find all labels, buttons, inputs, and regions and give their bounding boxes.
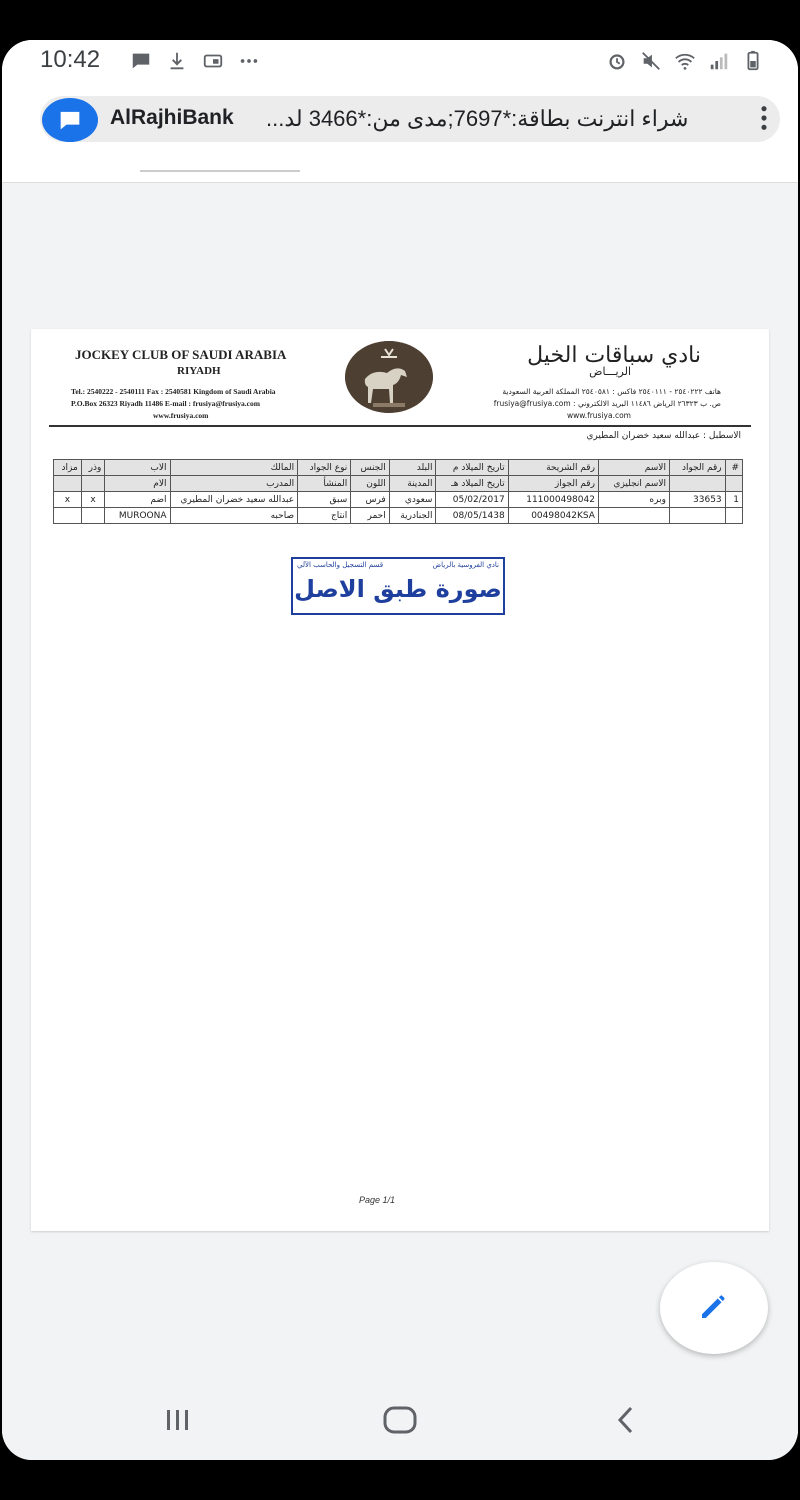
cast-icon: [202, 50, 224, 72]
table-cell: [669, 508, 725, 524]
table-header-cell: [725, 476, 742, 492]
table-header-cell: رقم الشريحة: [508, 460, 598, 476]
table-cell: 111000498042: [508, 492, 598, 508]
table-header-row: [54, 460, 743, 476]
table-cell: اضم: [105, 492, 170, 508]
table-cell: 00498042KSA: [508, 508, 598, 524]
table-cell: x: [54, 492, 82, 508]
table-cell: 33653: [669, 492, 725, 508]
back-icon[interactable]: [606, 1402, 646, 1438]
home-icon[interactable]: [380, 1402, 420, 1438]
club-contact-en-1: Tel.: 2540222 - 2540111 Fax : 2540581 Kingdom of Saudi Arabia: [71, 387, 276, 396]
club-city-en: RIYADH: [177, 365, 221, 377]
stamp-top-right: نادي الفروسية بالرياض: [432, 561, 499, 569]
recents-icon[interactable]: [158, 1402, 198, 1438]
notification-sender: AlRajhiBank: [110, 106, 234, 129]
phone-screen: [2, 40, 798, 1460]
table-cell: احمر: [351, 508, 389, 524]
table-cell: 05/02/2017: [436, 492, 508, 508]
page-number: Page 1/1: [359, 1195, 396, 1205]
horse-table: [53, 459, 743, 524]
table-cell: عبدالله سعيد خضران المطيري: [170, 492, 298, 508]
table-header-cell: المدرب: [170, 476, 298, 492]
table-header-cell: الاسم انجليزي: [598, 476, 669, 492]
club-name-en: JOCKEY CLUB OF SAUDI ARABIA: [75, 347, 287, 362]
table-cell: [81, 508, 104, 524]
table-cell: x: [81, 492, 104, 508]
table-header-cell: الام: [105, 476, 170, 492]
table-header-cell: المنشأ: [298, 476, 351, 492]
table-cell: سبق: [298, 492, 351, 508]
edit-fab-button[interactable]: [660, 1262, 768, 1354]
alarm-icon: [606, 50, 628, 72]
table-header-cell: الجنس: [351, 460, 389, 476]
table-header-cell: الاب: [105, 460, 170, 476]
mute-icon: [640, 50, 662, 72]
status-bar: [2, 40, 798, 82]
download-icon: [166, 50, 188, 72]
stable-label: الاسطبل : عبدالله سعيد خضران المطيري: [586, 431, 741, 441]
table-cell: سعودي: [389, 492, 436, 508]
stamp-top-left: قسم التسجيل والحاسب الآلي: [297, 561, 384, 569]
table-header-cell: المدينة: [389, 476, 436, 492]
table-cell: فرس: [351, 492, 389, 508]
navigation-bar: [2, 1380, 798, 1460]
table-header-cell: وذر: [81, 460, 104, 476]
club-city-ar: الريـــاض: [589, 365, 631, 378]
table-cell: [54, 508, 82, 524]
table-header-cell: [669, 476, 725, 492]
table-header-cell: اللون: [351, 476, 389, 492]
table-row: [54, 492, 743, 508]
table-header-cell: [81, 476, 104, 492]
table-cell: [598, 508, 669, 524]
table-header-cell: المالك: [170, 460, 298, 476]
status-time: 10:42: [40, 46, 101, 73]
club-web-ar: www.frusiya.com: [566, 411, 631, 420]
table-cell: انتاج: [298, 508, 351, 524]
table-cell: MUROONA: [105, 508, 170, 524]
table-cell: الجنادرية: [389, 508, 436, 524]
table-header-cell: رقم الجواز: [508, 476, 598, 492]
notification-banner[interactable]: [2, 82, 798, 183]
table-cell: 08/05/1438: [436, 508, 508, 524]
table-header-cell: [54, 476, 82, 492]
edit-pencil-icon: [696, 1288, 732, 1328]
wifi-icon: [674, 50, 696, 72]
more-dots-icon: [238, 50, 260, 72]
table-cell: 1: [725, 492, 742, 508]
club-name-ar: نادي سباقات الخيل: [527, 343, 701, 368]
chat-icon: [130, 50, 152, 72]
table-header-cell: تاريخ الميلاد م: [436, 460, 508, 476]
stamp-text: صورة طبق الاصل: [294, 575, 502, 603]
table-header-cell: رقم الجواد: [669, 460, 725, 476]
table-header-cell: نوع الجواد: [298, 460, 351, 476]
club-web-en: www.frusiya.com: [153, 411, 209, 420]
club-contact-en-2: P.O.Box 26323 Riyadh 11486 E-mail : frusiya@frusiya.com: [71, 399, 260, 408]
table-header-cell: #: [725, 460, 742, 476]
table-header-cell: البلد: [389, 460, 436, 476]
letterhead: [49, 333, 751, 427]
table-cell: [725, 508, 742, 524]
certified-copy-stamp: [291, 557, 505, 615]
message-avatar-icon: [42, 98, 98, 142]
jockey-club-logo: [345, 341, 433, 413]
table-header-row: [54, 476, 743, 492]
ghost-divider: [140, 170, 300, 182]
table-header-cell: الاسم: [598, 460, 669, 476]
club-contact-ar-1: هاتف ٢٥٤٠٢٢٢ - ٢٥٤٠١١١ فاكس : ٢٥٤٠٥٨١ المملكة العربية السعودية: [502, 387, 721, 396]
table-header-cell: تاريخ الميلاد هـ: [436, 476, 508, 492]
signal-icon: [708, 50, 730, 72]
table-cell: صاحبه: [170, 508, 298, 524]
table-row: [54, 508, 743, 524]
club-contact-ar-2: ص. ب ٢٦٣٢٣ الرياض ١١٤٨٦ البريد الالكتروني : frusiya@frusiya.com: [493, 399, 721, 408]
notification-text: شراء انترنت بطاقة:*7697;مدى من:*3466 لد...: [266, 106, 689, 131]
battery-icon: [742, 50, 764, 72]
table-cell: وبره: [598, 492, 669, 508]
table-header-cell: مزاد: [54, 460, 82, 476]
document-page[interactable]: [31, 329, 769, 1231]
notification-more-icon[interactable]: [760, 104, 768, 136]
